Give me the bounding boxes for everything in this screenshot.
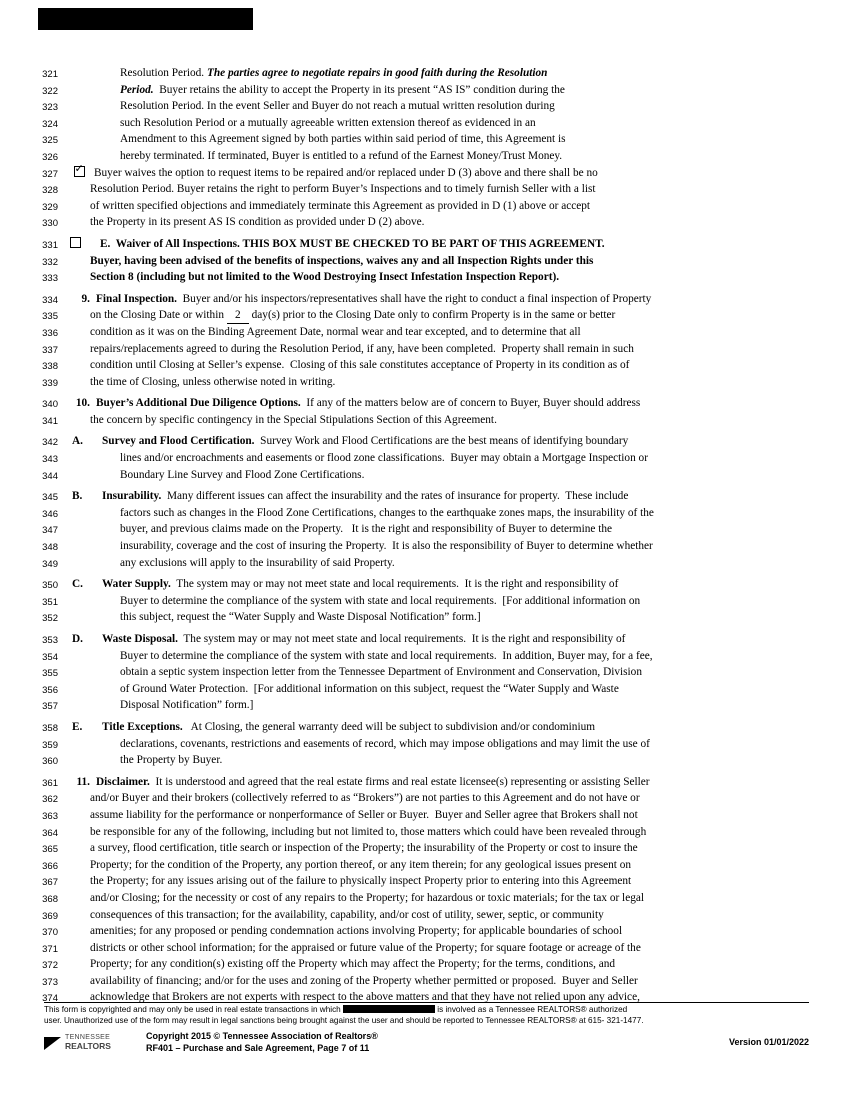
line-number: 343	[42, 454, 58, 466]
text-row	[26, 539, 836, 556]
subsection-a-survey	[26, 434, 836, 451]
sub-letter-b: B.	[72, 490, 83, 503]
text-row	[26, 791, 836, 808]
line-number: 348	[42, 542, 58, 554]
line-text: of written specified objections and immediately terminate this Agreement as provided in D (1) above or accept	[90, 199, 591, 212]
line-number: 342	[42, 437, 58, 449]
line-text: Resolution Period. Buyer retains the right to perform Buyer’s Inspections and to timely furnish Seller with a list	[90, 183, 596, 196]
logo-line1: TENNESSEE	[65, 1033, 111, 1041]
document-content	[0, 66, 850, 1007]
text-row	[26, 891, 836, 908]
text-row	[26, 974, 836, 991]
line-text: Disclaimer. It is understood and agreed that the real estate firms and real estate licensee(s) representing or assisting Seller	[96, 775, 650, 788]
text-row	[26, 468, 836, 485]
line-text: Section 8 (including but not limited to the Wood Destroying Insect Infestation Inspection Report).	[90, 271, 560, 284]
line-number: 365	[42, 844, 58, 856]
line-text: buyer, and previous claims made on the Property. It is the right and responsibility of Buyer to determine the	[120, 523, 612, 536]
line-text: the Property; for any issues arising out of the failure to physically inspect Property prior to entering into this Agreement	[90, 875, 632, 888]
line-text: Disposal Notification” form.]	[120, 699, 254, 712]
footer-form-line: RF401 – Purchase and Sale Agreement, Page 7 of 11	[146, 1043, 370, 1053]
line-number: 338	[42, 361, 58, 373]
section-number-10: 10.	[75, 397, 90, 410]
line-number: 345	[42, 492, 58, 504]
text-row	[26, 808, 836, 825]
text-row	[26, 451, 836, 468]
text-row	[26, 556, 836, 573]
subsection-e-title-exceptions	[26, 720, 836, 737]
line-text: condition until Closing at Seller’s expense. Closing of this sale constitutes acceptance of Property in its condition as of	[90, 359, 630, 372]
line-number: 371	[42, 943, 58, 955]
line-number: 370	[42, 927, 58, 939]
line-text: E. Waiver of All Inspections. THIS BOX MUST BE CHECKED TO BE PART OF THIS AGREEMENT.	[100, 237, 605, 250]
line-text: hereby terminated. If terminated, Buyer is entitled to a refund of the Earnest Money/Trust Money.	[120, 149, 563, 162]
footer-notice-part2: is involved as a Tennessee REALTORS® authorized	[435, 1005, 628, 1014]
line-number: 357	[42, 701, 58, 713]
line-text: Buyer to determine the compliance of the system with state and local requirements. [For additional information on	[120, 594, 641, 607]
line-number: 327	[42, 168, 58, 180]
text-row	[26, 375, 836, 392]
line-text: assume liability for the performance or nonperformance of Seller or Buyer. Buyer and Seller agree that Brokers shall not	[90, 808, 638, 821]
checkbox-waiver-repairs[interactable]	[64, 166, 94, 181]
tennessee-realtors-logo	[44, 1033, 136, 1052]
text-row	[26, 665, 836, 682]
line-text: the time of Closing, unless otherwise noted in writing.	[90, 375, 336, 388]
line-number: 352	[42, 613, 58, 625]
footer-notice-part1: This form is copyrighted and may only be used in real estate transactions in which	[44, 1005, 343, 1014]
footer-bottom-bar	[44, 1030, 809, 1054]
line-number: 356	[42, 684, 58, 696]
text-row	[26, 753, 836, 770]
line-number: 363	[42, 810, 58, 822]
line-number: 353	[42, 635, 58, 646]
line-text: repairs/replacements agreed to during the Resolution Period, if any, have been completed. Property shall remain in such	[90, 342, 634, 355]
line-number: 347	[42, 525, 58, 537]
line-number: 372	[42, 960, 58, 972]
line-text: Resolution Period. The parties agree to negotiate repairs in good faith during the Resolution	[120, 67, 548, 79]
line-number: 333	[42, 273, 58, 285]
logo-triangle-icon	[44, 1037, 61, 1050]
text-row	[26, 116, 836, 133]
line-number: 373	[42, 976, 58, 988]
logo-line2: REALTORS	[65, 1041, 111, 1051]
line-text: factors such as changes in the Flood Zone Certifications, changes to the earthquake zones maps, the insurability of the	[120, 506, 654, 519]
line-number: 328	[42, 185, 58, 197]
line-text: Property; for any condition(s) existing off the Property which may affect the Property; for the terms, conditions, and	[90, 958, 616, 971]
line-text: Resolution Period. In the event Seller and Buyer do not reach a mutual written resolution during	[120, 100, 555, 113]
subsection-c-water-supply	[26, 577, 836, 594]
line-text: Property; for the condition of the Property, any portion thereof, or any item therein; for any geological issues present on	[90, 858, 632, 871]
text-row	[26, 325, 836, 342]
text-row	[26, 506, 836, 523]
line-text: and/or Closing; for the necessity or cost of any repairs to the Property; for hazardous or toxic materials; for the tax or legal	[90, 891, 645, 904]
line-number: 360	[42, 756, 58, 768]
line-number: 326	[42, 151, 58, 163]
checkbox-item-waiver-repairs[interactable]	[26, 166, 836, 183]
text-row	[26, 957, 836, 974]
line-number: 351	[42, 596, 58, 608]
line-number: 324	[42, 118, 58, 130]
text-row	[26, 908, 836, 925]
text-row	[26, 594, 836, 611]
section-9-final-inspection	[26, 292, 836, 309]
line-number: 336	[42, 327, 58, 339]
line-text: this subject, request the “Water Supply and Waste Disposal Notification” form.]	[120, 611, 481, 624]
subsection-d-waste-disposal	[26, 632, 836, 649]
text-row	[26, 308, 836, 325]
line-text: the concern by specific contingency in the Special Stipulations Section of this Agreement.	[90, 413, 497, 426]
line-number: 355	[42, 668, 58, 680]
text-row	[26, 99, 836, 116]
text-row	[26, 270, 836, 287]
line-number: 337	[42, 344, 58, 356]
line-text: declarations, covenants, restrictions and easements of record, which may impose obligations and may limit the use of	[120, 737, 650, 750]
line-text: consequences of this transaction; for the availability, capability, and/or cost of utility, sewer, septic, or community	[90, 908, 604, 921]
text-row	[26, 737, 836, 754]
text-row	[26, 149, 836, 166]
section-10-due-diligence	[26, 396, 836, 413]
line-number: 329	[42, 201, 58, 213]
line-number: 362	[42, 794, 58, 806]
line-text: such Resolution Period or a mutually agreeable written extension thereof as evidenced in an	[120, 116, 536, 129]
line-number: 330	[42, 218, 58, 230]
line-number: 344	[42, 470, 58, 482]
line-number: 367	[42, 877, 58, 889]
line-number: 349	[42, 558, 58, 570]
footer-version: Version 01/01/2022	[728, 1037, 809, 1047]
line-text: obtain a septic system inspection letter from the Tennessee Department of Environment and Conservation, Division	[120, 666, 642, 679]
text-row	[26, 66, 836, 83]
line-text: Insurability. Many different issues can affect the insurability and the rates of insurance for property. These include	[102, 490, 629, 503]
line-text: be responsible for any of the following, including but not limited to, those matters which could have been revealed through	[90, 825, 647, 838]
line-number: 359	[42, 739, 58, 751]
line-text: any exclusions will apply to the insurability of said Property.	[120, 556, 395, 569]
text-row	[26, 649, 836, 666]
line-number: 332	[42, 256, 58, 268]
line-body	[64, 66, 836, 81]
text-row	[26, 858, 836, 875]
line-number: 334	[42, 294, 58, 306]
text-row	[26, 132, 836, 149]
section-11-disclaimer	[26, 775, 836, 792]
line-text: a survey, flood certification, title search or inspection of the Property; the insurability of the Property or cost to insure the	[90, 842, 638, 855]
text-row	[26, 83, 836, 100]
line-text: and/or Buyer and their brokers (collectively referred to as “Brokers”) are not parties to this Agreement and do not have or	[90, 792, 640, 805]
footer-divider	[44, 1002, 809, 1003]
line-number: 321	[42, 69, 58, 80]
text-row	[26, 841, 836, 858]
line-text: of Ground Water Protection. [For additional information on this subject, request the “Water Supply and Waste	[120, 682, 619, 695]
text-row	[26, 522, 836, 539]
text-row	[26, 254, 836, 271]
line-text: insurability, coverage and the cost of insuring the Property. It is also the responsibility of Buyer to determine whether	[120, 540, 653, 553]
footer-redaction	[343, 1005, 435, 1013]
line-number: 339	[42, 377, 58, 389]
line-text: amenities; for any proposed or pending condemnation actions involving Property; for applicable boundaries of school	[90, 925, 623, 938]
subsection-b-insurability	[26, 489, 836, 506]
line-text: Period. Buyer retains the ability to accept the Property in its present “AS IS” condition during the	[120, 83, 565, 96]
line-text: Buyer waives the option to request items to be repaired and/or replaced under D (3) above and there shall be no	[94, 166, 598, 179]
line-text: the Property by Buyer.	[120, 754, 223, 767]
line-number: 346	[42, 508, 58, 520]
sub-letter-a: A.	[72, 435, 83, 448]
line-number: 322	[42, 85, 58, 97]
text-row	[26, 825, 836, 842]
line-text: on the Closing Date or within 2 day(s) prior to the Closing Date only to confirm Property is in the same or better	[64, 308, 836, 323]
line-text: Survey and Flood Certification. Survey Work and Flood Certifications are the best means of identifying boundary	[102, 435, 629, 448]
checkbox-waiver-all-inspections[interactable]	[64, 237, 100, 252]
section-number-9: 9.	[81, 292, 90, 305]
line-number: 341	[42, 415, 58, 427]
line-text: Title Exceptions. At Closing, the general warranty deed will be subject to subdivision and/or condominium	[102, 720, 596, 733]
text-row	[26, 215, 836, 232]
line-number: 374	[42, 993, 58, 1005]
text-row	[26, 874, 836, 891]
sub-letter-e: E.	[100, 237, 111, 250]
line-text: acknowledge that Brokers are not experts with respect to the above matters and that they have not relied upon any advice,	[90, 991, 640, 1004]
text-row	[26, 924, 836, 941]
line-text: Water Supply. The system may or may not meet state and local requirements. It is the right and responsibility of	[102, 578, 619, 591]
text-row	[26, 182, 836, 199]
line-text: Final Inspection. Buyer and/or his inspectors/representatives shall have the right to conduct a final inspection of Property	[96, 292, 652, 305]
line-number: 335	[42, 311, 58, 323]
line-number: 361	[42, 777, 58, 789]
line-number: 369	[42, 910, 58, 922]
text-row	[26, 682, 836, 699]
text-row	[26, 342, 836, 359]
line-text: Boundary Line Survey and Flood Zone Certifications.	[120, 468, 365, 481]
line-number: 325	[42, 135, 58, 147]
sub-letter-e2: E.	[72, 720, 83, 733]
text-row	[26, 199, 836, 216]
line-number: 340	[42, 399, 58, 411]
sub-letter-d: D.	[72, 633, 83, 645]
line-number: 323	[42, 102, 58, 114]
footer-copyright-line1: Copyright 2015 © Tennessee Association of Realtors®	[146, 1031, 378, 1041]
line-number: 366	[42, 860, 58, 872]
line-text: Amendment to this Agreement signed by both parties within said period of time, this Agreement is	[120, 133, 566, 146]
line-text: Buyer to determine the compliance of the system with state and local requirements. In addition, Buyer may, for a fee,	[120, 649, 653, 662]
line-text: districts or other school information; for the appraised or future value of the Property; for square footage or acreage of the	[90, 941, 641, 954]
section-number-11: 11.	[76, 775, 90, 788]
text-row	[26, 413, 836, 430]
line-text: condition as it was on the Binding Agreement Date, normal wear and tear excepted, and to determine that all	[90, 325, 581, 338]
line-text: Waste Disposal. The system may or may not meet state and local requirements. It is the right and responsibility of	[102, 633, 626, 645]
checkbox-item-waiver-all-inspections[interactable]	[26, 237, 836, 254]
line-text: Buyer, having been advised of the benefits of inspections, waives any and all Inspection Rights under this	[90, 254, 594, 267]
line-text: the Property in its present AS IS condition as provided under D (2) above.	[90, 216, 425, 229]
text-row	[26, 941, 836, 958]
line-number: 350	[42, 580, 58, 592]
line-number: 354	[42, 651, 58, 663]
line-number: 364	[42, 827, 58, 839]
footer-copyright-block	[44, 1002, 809, 1026]
line-number: 368	[42, 893, 58, 905]
text-row	[26, 358, 836, 375]
header-redaction-bar	[38, 8, 253, 30]
sub-letter-c: C.	[72, 578, 83, 591]
footer-notice-line2: user. Unauthorized use of the form may result in legal sanctions being brought against the user and should be reported to Tennessee REALTORS® at 615- 321-1477.	[44, 1015, 644, 1025]
line-number: 358	[42, 722, 58, 734]
text-row	[26, 698, 836, 715]
line-text: Buyer’s Additional Due Diligence Options. If any of the matters below are of concern to Buyer, Buyer should address	[96, 397, 641, 410]
text-row	[26, 610, 836, 627]
final-inspection-days-field[interactable]: 2	[227, 308, 249, 324]
line-number: 331	[42, 239, 58, 251]
line-text: availability of financing; and/or for the uses and zoning of the Property whether permitted or proposed. Buyer and Seller	[90, 974, 638, 987]
footer-notice-line1	[44, 1005, 809, 1016]
line-text: lines and/or encroachments and easements or flood zone classifications. Buyer may obtain a Mortgage Inspection or	[120, 452, 648, 465]
